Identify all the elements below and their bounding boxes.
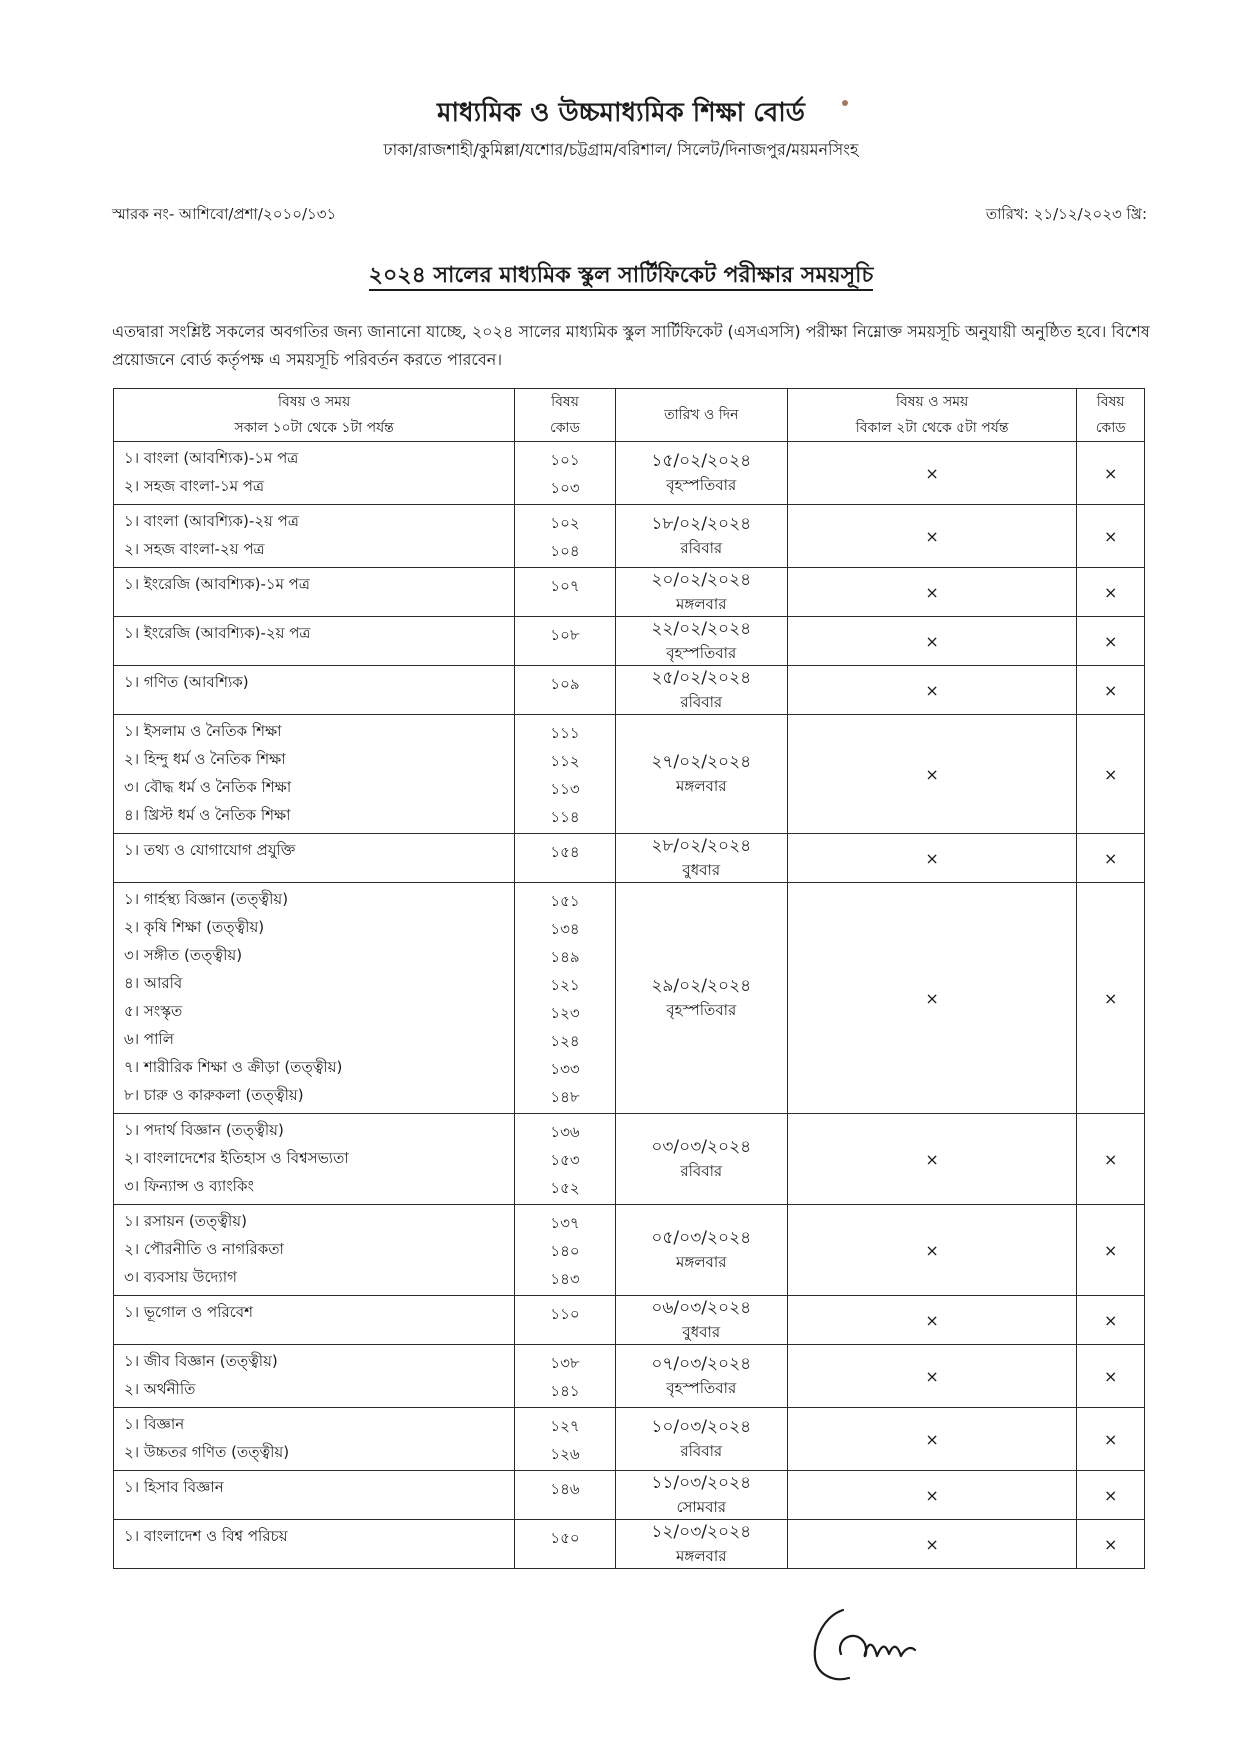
header-morning-time: সকাল ১০টা থেকে ১টা পর্যন্ত	[234, 420, 394, 436]
subject-code: ১৫৪	[550, 843, 580, 861]
subject-cell	[114, 1471, 515, 1520]
subject-name: ৭। শারীরিক শিক্ষা ও ক্রীড়া (তত্ত্বীয়)	[124, 1058, 343, 1076]
afternoon-subject-cell: ×	[787, 834, 1076, 883]
afternoon-subject-cell: ×	[787, 568, 1076, 617]
subject-name: ১। গার্হস্থ্য বিজ্ঞান (তত্ত্বীয়)	[124, 890, 289, 908]
date-day-cell	[615, 834, 787, 883]
table-row	[114, 883, 1145, 1114]
date-day-cell	[615, 1408, 787, 1471]
date-day-cell	[615, 1296, 787, 1345]
subject-code: ১২৩	[550, 1004, 580, 1022]
exam-day: মঙ্গলবার	[676, 595, 727, 613]
subject-code-cell	[515, 666, 615, 715]
subject-code-cell	[515, 1114, 615, 1205]
subject-code: ১০৪	[550, 542, 580, 560]
exam-date: ২৮/০২/২০২৪	[651, 836, 752, 856]
header-afternoon-time: বিকাল ২টা থেকে ৫টা পর্যন্ত	[855, 420, 1009, 436]
table-row	[114, 1114, 1145, 1205]
header-subject-time	[114, 389, 515, 442]
subject-name: ১। বাংলাদেশ ও বিশ্ব পরিচয়	[124, 1527, 288, 1545]
subject-cell	[114, 1408, 515, 1471]
exam-day: বৃহস্পতিবার	[666, 1379, 737, 1397]
subject-name: ১। পদার্থ বিজ্ঞান (তত্ত্বীয়)	[124, 1121, 284, 1139]
exam-date: ০৫/০৩/২০২৪	[651, 1228, 752, 1248]
afternoon-subject-cell: ×	[787, 442, 1076, 505]
exam-date: ২৯/০২/২০২৪	[651, 976, 752, 996]
issue-date: তারিখ: ২১/১২/২০২৩ খ্রি:	[985, 205, 1147, 223]
date-day-cell	[615, 617, 787, 666]
subject-code: ১৪৯	[550, 948, 580, 966]
table-row	[114, 442, 1145, 505]
header-pm-code-label-1: বিষয়	[1096, 394, 1125, 410]
subject-name: ২। সহজ বাংলা-১ম পত্র	[124, 477, 264, 495]
subject-code: ১০১	[550, 451, 580, 469]
subject-name: ১। বিজ্ঞান	[124, 1415, 185, 1433]
subject-name: ৫। সংস্কৃত	[124, 1002, 183, 1020]
subject-code-cell	[515, 442, 615, 505]
subject-code: ১৩৩	[550, 1060, 580, 1078]
header-afternoon-subject	[787, 389, 1076, 442]
exam-date: ১৮/০২/২০২৪	[651, 514, 752, 534]
subject-code: ১০৩	[550, 479, 580, 497]
exam-date: ২৭/০২/২০২৪	[651, 752, 752, 772]
subject-code: ১০২	[550, 514, 580, 532]
afternoon-code-cell: ×	[1077, 834, 1145, 883]
subject-code: ১৩৬	[550, 1123, 580, 1141]
date-day-cell	[615, 883, 787, 1114]
subject-code: ১৫৩	[550, 1151, 580, 1169]
afternoon-code-cell: ×	[1077, 1408, 1145, 1471]
date-day-cell	[615, 1205, 787, 1296]
subject-code: ১৫২	[550, 1179, 580, 1197]
intro-paragraph: এতদ্বারা সংশ্লিষ্ট সকলের অবগতির জন্য জানানো যাচ্ছে, ২০২৪ সালের মাধ্যমিক স্কুল সার্টিফিকেট (এসএসসি) পরীক্ষা নিম্নোক্ত সময়সূচি অনুযায়ী অনুষ্ঠিত হবে। বিশেষ প্রয়োজনে বোর্ড কর্তৃপক্ষ এ সময়সূচি পরিবর্তন করতে পারবেন।	[112, 322, 1150, 369]
subject-cell	[114, 1345, 515, 1408]
subject-name: ২। বাংলাদেশের ইতিহাস ও বিশ্বসভ্যতা	[124, 1149, 349, 1167]
subject-code: ১১৩	[550, 780, 580, 798]
subject-code: ১২১	[550, 976, 580, 994]
subject-code: ১৩৪	[550, 920, 580, 938]
subject-code: ১৪১	[550, 1382, 580, 1400]
afternoon-subject-cell: ×	[787, 883, 1076, 1114]
subject-code-cell	[515, 1205, 615, 1296]
afternoon-code-cell: ×	[1077, 617, 1145, 666]
exam-date: ২২/০২/২০২৪	[651, 619, 752, 639]
table-row	[114, 617, 1145, 666]
subject-name: ১। ইংরেজি (আবশ্যিক)-২য় পত্র	[124, 624, 311, 642]
subject-code: ১০৭	[550, 577, 580, 595]
exam-day: রবিবার	[680, 1162, 723, 1180]
afternoon-code-cell: ×	[1077, 442, 1145, 505]
subject-cell	[114, 715, 515, 834]
exam-date: ০৩/০৩/২০২৪	[651, 1137, 752, 1157]
exam-date: ০৬/০৩/২০২৪	[651, 1298, 752, 1318]
table-row	[114, 715, 1145, 834]
table-row	[114, 1520, 1145, 1569]
subject-code-cell	[515, 883, 615, 1114]
subject-code: ১৫১	[550, 892, 580, 910]
board-name: মাধ্যমিক ও উচ্চমাধ্যমিক শিক্ষা বোর্ড	[437, 98, 805, 128]
afternoon-subject-cell: ×	[787, 715, 1076, 834]
exam-day: রবিবার	[680, 1442, 723, 1460]
afternoon-code-cell: ×	[1077, 666, 1145, 715]
memo-number: স্মারক নং- আশিবো/প্রশা/২০১০/১৩১	[112, 205, 337, 223]
exam-day: মঙ্গলবার	[676, 1547, 727, 1565]
subject-name: ৪। খ্রিস্ট ধর্ম ও নৈতিক শিক্ষা	[124, 806, 291, 824]
subject-code-cell	[515, 1296, 615, 1345]
afternoon-subject-cell: ×	[787, 1345, 1076, 1408]
subject-cell	[114, 617, 515, 666]
subject-name: ২। কৃষি শিক্ষা (তত্ত্বীয়)	[124, 918, 265, 936]
exam-date: ২০/০২/২০২৪	[651, 570, 752, 590]
exam-date: ১২/০৩/২০২৪	[651, 1522, 752, 1542]
exam-day: বুধবার	[682, 1323, 721, 1341]
subject-code: ১১০	[550, 1305, 580, 1323]
subject-name: ৩। বৌদ্ধ ধর্ম ও নৈতিক শিক্ষা	[124, 778, 292, 796]
subject-name: ৩। ব্যবসায় উদ্যোগ	[124, 1268, 237, 1286]
subject-cell	[114, 666, 515, 715]
subject-name: ১। রসায়ন (তত্ত্বীয়)	[124, 1212, 247, 1230]
subject-code-cell	[515, 1345, 615, 1408]
exam-date: ১০/০৩/২০২৪	[651, 1417, 752, 1437]
subject-name: ১। জীব বিজ্ঞান (তত্ত্বীয়)	[124, 1352, 278, 1370]
subject-code: ১১২	[550, 752, 580, 770]
afternoon-subject-cell: ×	[787, 1205, 1076, 1296]
subject-cell	[114, 1205, 515, 1296]
afternoon-code-cell: ×	[1077, 568, 1145, 617]
table-row	[114, 1471, 1145, 1520]
afternoon-subject-cell: ×	[787, 666, 1076, 715]
subject-code: ১৪৮	[550, 1088, 580, 1106]
page-title-text: ২০২৪ সালের মাধ্যমিক স্কুল সার্টিফিকেট পরীক্ষার সময়সূচি	[369, 263, 874, 291]
seal-dot	[842, 100, 848, 106]
subject-code-cell	[515, 1520, 615, 1569]
subject-code: ১৩৭	[550, 1214, 580, 1232]
subject-name: ৩। সঙ্গীত (তত্ত্বীয়)	[124, 946, 243, 964]
date-day-cell	[615, 1114, 787, 1205]
table-row	[114, 834, 1145, 883]
exam-day: বৃহস্পতিবার	[666, 1001, 737, 1019]
afternoon-code-cell: ×	[1077, 1520, 1145, 1569]
date-day-cell	[615, 1345, 787, 1408]
subject-cell	[114, 568, 515, 617]
subject-code-cell	[515, 568, 615, 617]
subject-name: ২। পৌরনীতি ও নাগরিকতা	[124, 1240, 284, 1258]
date-day-cell	[615, 442, 787, 505]
header-date-day: তারিখ ও দিন	[615, 389, 787, 442]
subject-cell	[114, 505, 515, 568]
page-title	[0, 258, 1242, 295]
subject-name: ১। ইসলাম ও নৈতিক শিক্ষা	[124, 722, 282, 740]
afternoon-code-cell: ×	[1077, 1345, 1145, 1408]
date-day-cell	[615, 568, 787, 617]
board-regions: ঢাকা/রাজশাহী/কুমিল্লা/যশোর/চট্টগ্রাম/বরিশাল/ সিলেট/দিনাজপুর/ময়মনসিংহ	[383, 140, 859, 159]
subject-name: ১। তথ্য ও যোগাযোগ প্রযুক্তি	[124, 841, 296, 859]
table-row	[114, 1296, 1145, 1345]
header-afternoon-code	[1077, 389, 1145, 442]
header-code	[515, 389, 615, 442]
table-row	[114, 505, 1145, 568]
date-day-cell	[615, 1471, 787, 1520]
exam-day: মঙ্গলবার	[676, 777, 727, 795]
subject-code-cell	[515, 505, 615, 568]
table-row	[114, 1408, 1145, 1471]
subject-name: ১। ইংরেজি (আবশ্যিক)-১ম পত্র	[124, 575, 310, 593]
subject-cell	[114, 1296, 515, 1345]
date-day-cell	[615, 505, 787, 568]
signature-icon	[805, 1598, 935, 1688]
subject-code: ১২৬	[550, 1445, 580, 1463]
subject-code-cell	[515, 1471, 615, 1520]
date-day-cell	[615, 1520, 787, 1569]
table-row	[114, 1205, 1145, 1296]
subject-name: ৪। আরবি	[124, 974, 183, 992]
subject-code: ১৩৮	[550, 1354, 580, 1372]
exam-day: রবিবার	[680, 539, 723, 557]
subject-code: ১১৪	[550, 808, 580, 826]
subject-name: ১। গণিত (আবশ্যিক)	[124, 673, 249, 691]
subject-name: ২। উচ্চতর গণিত (তত্ত্বীয়)	[124, 1443, 290, 1461]
exam-schedule-table	[113, 388, 1145, 1569]
subject-code: ১০৮	[550, 626, 580, 644]
exam-date: ১৫/০২/২০২৪	[651, 451, 752, 471]
exam-day: বৃহস্পতিবার	[666, 476, 737, 494]
exam-date: ১১/০৩/২০২৪	[651, 1473, 752, 1493]
afternoon-code-cell: ×	[1077, 1205, 1145, 1296]
afternoon-subject-cell: ×	[787, 1114, 1076, 1205]
subject-code: ১২৪	[550, 1032, 580, 1050]
subject-code-cell	[515, 715, 615, 834]
subject-code-cell	[515, 834, 615, 883]
table-body	[114, 442, 1145, 1569]
exam-day: রবিবার	[680, 693, 723, 711]
subject-code: ১৫০	[550, 1529, 580, 1547]
subject-cell	[114, 1114, 515, 1205]
subject-code: ১০৯	[550, 675, 580, 693]
header-code-label-1: বিষয়	[551, 394, 579, 410]
subject-cell	[114, 883, 515, 1114]
table-row	[114, 666, 1145, 715]
afternoon-code-cell: ×	[1077, 883, 1145, 1114]
table-header-row	[114, 389, 1145, 442]
subject-code: ১৪৩	[550, 1270, 580, 1288]
subject-cell	[114, 834, 515, 883]
afternoon-subject-cell: ×	[787, 617, 1076, 666]
subject-code: ১২৭	[550, 1417, 580, 1435]
subject-code-cell	[515, 617, 615, 666]
exam-day: সোমবার	[676, 1498, 727, 1516]
subject-cell	[114, 1520, 515, 1569]
exam-day: বুধবার	[682, 861, 721, 879]
subject-code: ১৪৬	[550, 1480, 580, 1498]
header-subject-label: বিষয় ও সময়	[278, 394, 351, 410]
afternoon-subject-cell: ×	[787, 1296, 1076, 1345]
subject-cell	[114, 442, 515, 505]
subject-code: ১৪০	[550, 1242, 580, 1260]
header-pm-code-label-2: কোড	[1095, 420, 1126, 436]
table-row	[114, 1345, 1145, 1408]
header-pm-subject-label: বিষয় ও সময়	[895, 394, 969, 410]
afternoon-code-cell: ×	[1077, 1114, 1145, 1205]
afternoon-subject-cell: ×	[787, 1471, 1076, 1520]
afternoon-subject-cell: ×	[787, 505, 1076, 568]
date-day-cell	[615, 715, 787, 834]
table-row	[114, 568, 1145, 617]
date-day-cell	[615, 666, 787, 715]
subject-name: ৮। চারু ও কারুকলা (তত্ত্বীয়)	[124, 1086, 304, 1104]
subject-code: ১১১	[550, 724, 580, 742]
exam-day: মঙ্গলবার	[676, 1253, 727, 1271]
afternoon-code-cell: ×	[1077, 1296, 1145, 1345]
subject-name: ১। বাংলা (আবশ্যিক)-১ম পত্র	[124, 449, 299, 467]
afternoon-code-cell: ×	[1077, 505, 1145, 568]
afternoon-code-cell: ×	[1077, 1471, 1145, 1520]
subject-name: ১। ভূগোল ও পরিবেশ	[124, 1303, 253, 1321]
exam-date: ২৫/০২/২০২৪	[651, 668, 752, 688]
subject-name: ১। হিসাব বিজ্ঞান	[124, 1478, 224, 1496]
subject-name: ৩। ফিন্যান্স ও ব্যাংকিং	[124, 1177, 254, 1195]
subject-name: ১। বাংলা (আবশ্যিক)-২য় পত্র	[124, 512, 299, 530]
exam-day: বৃহস্পতিবার	[666, 644, 737, 662]
subject-name: ২। সহজ বাংলা-২য় পত্র	[124, 540, 265, 558]
exam-date: ০৭/০৩/২০২৪	[651, 1354, 752, 1374]
afternoon-subject-cell: ×	[787, 1408, 1076, 1471]
afternoon-subject-cell: ×	[787, 1520, 1076, 1569]
subject-name: ২। হিন্দু ধর্ম ও নৈতিক শিক্ষা	[124, 750, 286, 768]
header-code-label-2: কোড	[550, 420, 580, 436]
subject-name: ৬। পালি	[124, 1030, 174, 1048]
subject-code-cell	[515, 1408, 615, 1471]
afternoon-code-cell: ×	[1077, 715, 1145, 834]
subject-name: ২। অর্থনীতি	[124, 1380, 196, 1398]
